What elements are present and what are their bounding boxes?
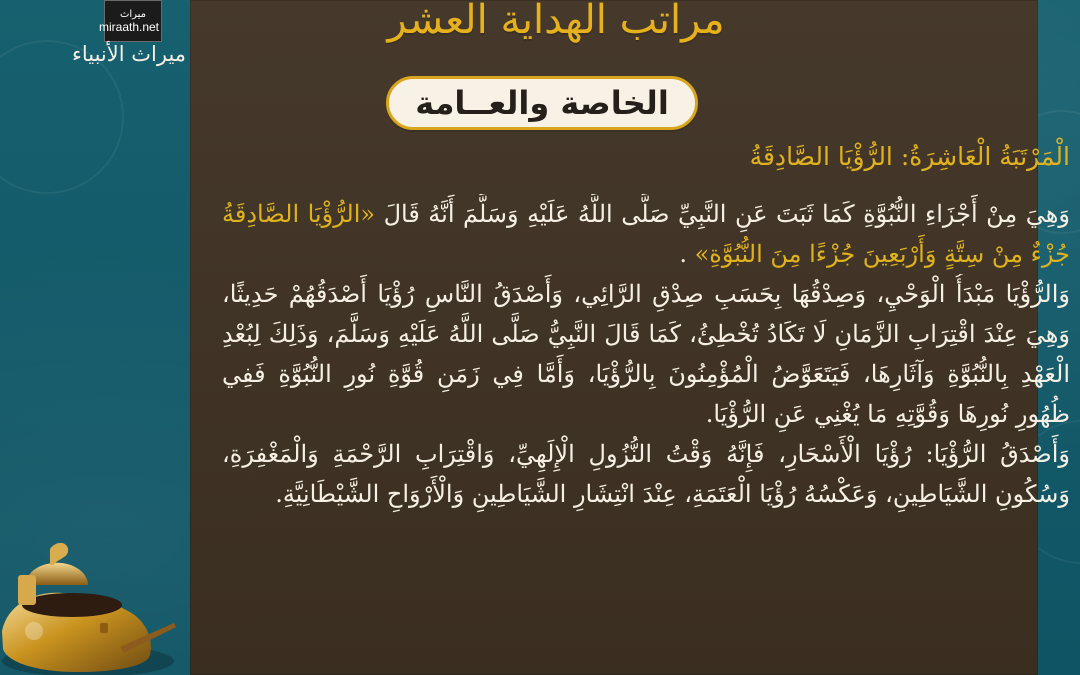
article-content: [222, 136, 1070, 675]
paragraph-intro: [222, 194, 1070, 274]
paragraph-intro-end: .: [679, 240, 695, 268]
inkwell-illustration: [0, 527, 182, 675]
hadith-quote: «الرُّؤْيَا الصَّادِقَةُ جُزْءٌ مِنْ سِتَّةٍ وَأَرْبَعِينَ جُزْءًا مِنَ النُّبُوَّةِ»: [222, 200, 1070, 268]
logo-badge-text: ميراث: [119, 9, 147, 20]
page-title: مراتب الهداية العشر: [387, 0, 725, 43]
paragraph-intro-text: وَهِيَ مِنْ أَجْزَاءِ النُّبُوَّةِ كَمَا ثَبَتَ عَنِ النَّبِيِّ صَلَّى اللَّهُ عَلَيْهِ وَسَلَّمَ أَنَّهُ قَالَ: [375, 200, 1070, 228]
logo-url: miraath.net: [98, 20, 160, 34]
paragraph-body: وَالرُّؤْيَا مَبْدَأُ الْوَحْيِ، وَصِدْقُهَا بِحَسَبِ صِدْقِ الرَّائِي، وَأَصْدَقُ النَّاسِ رُؤْيَا أَصْدَقُهُمْ حَدِيثًا، وَهِيَ عِنْدَ اقْتِرَابِ الزَّمَانِ لَا تَكَادُ تُخْطِئُ، كَمَا قَالَ النَّبِيُّ صَلَّى اللَّهُ عَلَيْهِ وَسَلَّمَ، وَذَلِكَ لِبُعْدِ الْعَهْدِ بِالنُّبُوَّةِ وَآثَارِهَا، فَيَتَعَوَّضُ الْمُؤْمِنُونَ بِالرُّؤْيَا، وَأَمَّا فِي زَمَنِ قُوَّةِ نُورِ النُّبُوَّةِ فَفِي ظُهُورِ نُورِهَا وَقُوَّتِهِ مَا يُغْنِي عَنِ الرُّؤْيَا.: [222, 280, 1070, 428]
subtitle-text: الخاصة والعــامة: [415, 84, 669, 122]
logo-name: ميراث الأنبياء: [71, 42, 187, 66]
subtitle-badge: [386, 76, 698, 130]
inkwell-icon: [0, 527, 182, 675]
site-logo: [64, 0, 194, 82]
section-heading: الْمَرْتَبَةُ الْعَاشِرَةُ: الرُّؤْيَا الصَّادِقَةُ: [749, 142, 1070, 171]
paragraph-closing: وَأَصْدَقُ الرُّؤْيَا: رُؤْيَا الْأَسْحَارِ، فَإِنَّهُ وَقْتُ النُّزُولِ الْإِلَهِيِّ، وَاقْتِرَابِ الرَّحْمَةِ وَالْمَغْفِرَةِ، وَسُكُونِ الشَّيَاطِينِ، وَعَكْسُهُ رُؤْيَا الْعَتَمَةِ، عِنْدَ انْتِشَارِ الشَّيَاطِينِ وَالْأَرْوَاحِ الشَّيْطَانِيَّةِ.: [222, 440, 1070, 508]
